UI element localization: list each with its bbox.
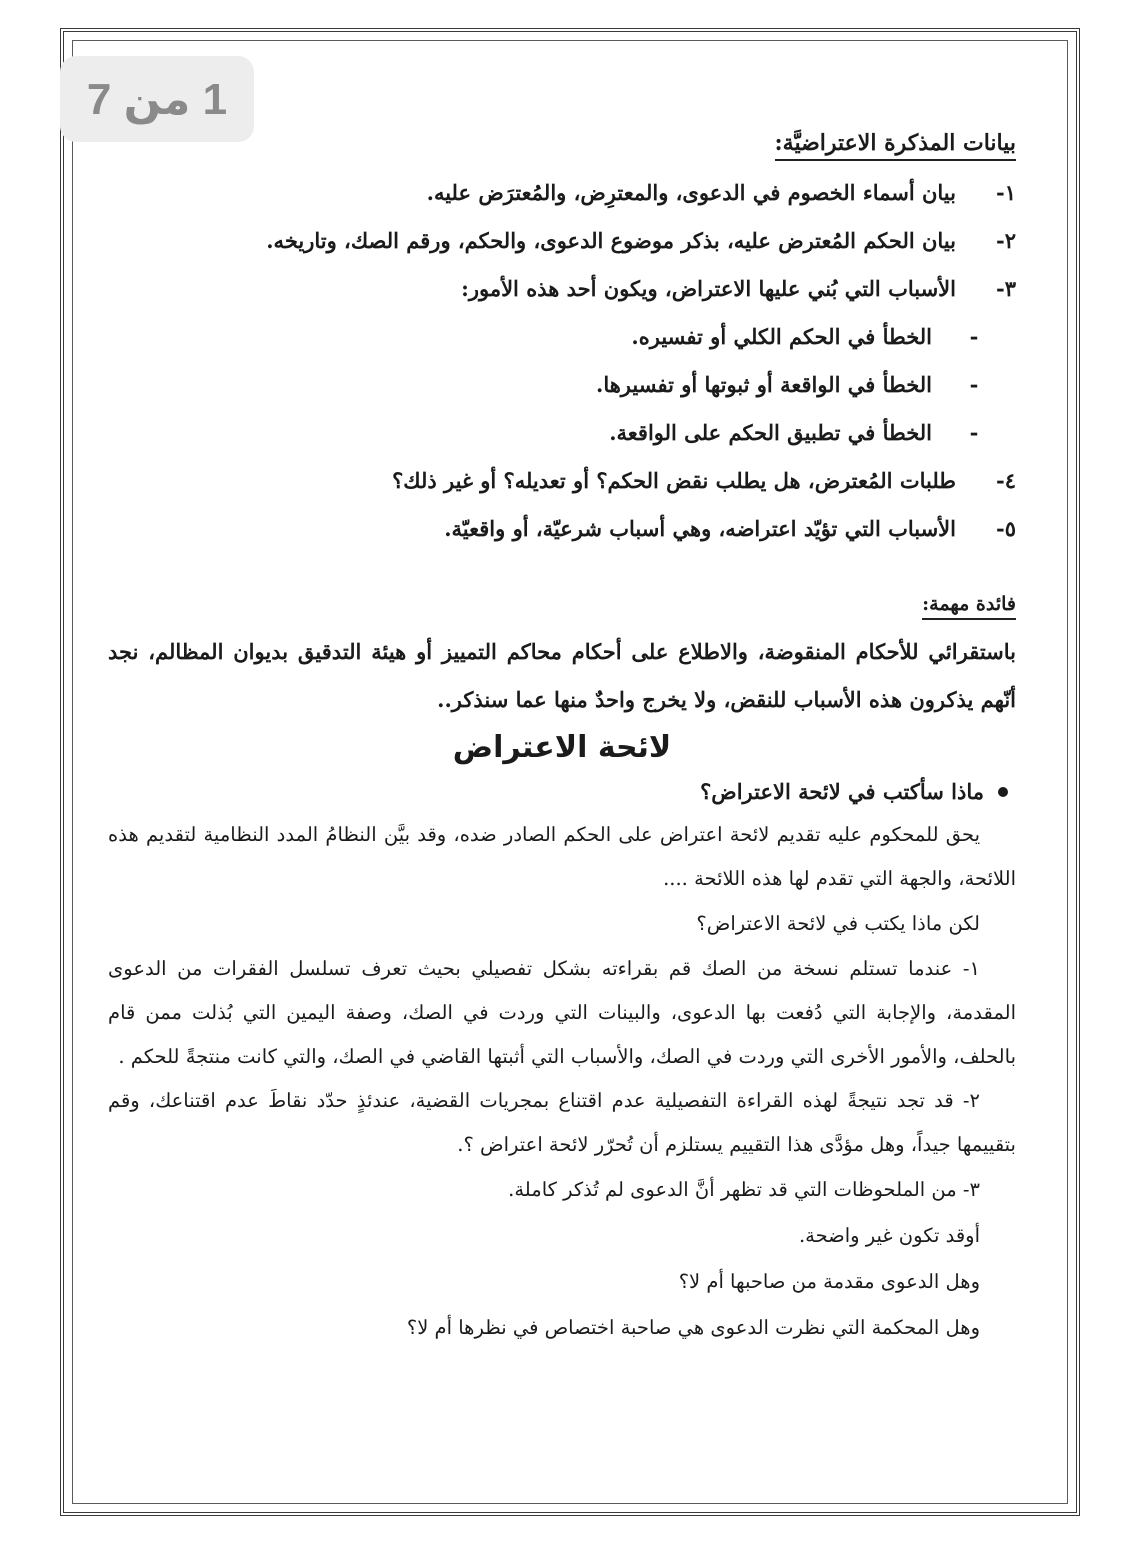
list-item xyxy=(108,265,1016,313)
list-text: بيان الحكم المُعترض عليه، بذكر موضوع الدعوى، والحكم، ورقم الصك، وتاريخه. xyxy=(266,228,956,253)
sub-bullet: - xyxy=(969,372,979,397)
sub-list-text: الخطأ في الحكم الكلي أو تفسيره. xyxy=(631,324,932,349)
list-text: بيان أسماء الخصوم في الدعوى، والمعترِض، والمُعترَض عليه. xyxy=(426,180,956,205)
paragraph-2: ٢- قد تجد نتيجةً لهذه القراءة التفصيلية عدم اقتناع بمجريات القضية، عندئذٍ حدّد نقاطَ عدم اقتناعك، وقم بتقييمها جيداً، وهل مؤدَّى هذا التقييم يستلزم أن تُحرّر لائحة اعتراض ؟. xyxy=(108,1089,1016,1156)
sub-list-item xyxy=(108,313,1016,361)
list-number: ٥- xyxy=(996,516,1016,541)
list-item xyxy=(108,505,1016,553)
fact-text: باستقرائي للأحكام المنقوضة، والاطلاع على أحكام محاكم التمييز أو هيئة التدقيق بديوان المظالم، نجد أنّهم يذكرون هذه الأسباب للنقض، ولا يخرج واحدٌ منها عما سنذكر.. xyxy=(108,639,1016,712)
memo-heading: بيانات المذكرة الاعتراضيَّة: xyxy=(775,130,1016,161)
sub-list-text: الخطأ في تطبيق الحكم على الواقعة. xyxy=(609,420,932,445)
paragraph-1: ١- عندما تستلم نسخة من الصك قم بقراءته بشكل تفصيلي بحيث تعرف تسلسل الفقرات من الدعوى المقدمة، والإجابة التي دُفعت بها الدعوى، والبينات التي وردت في الصك، وصفة اليمين التي بُذلت ممن قام بالحلف، والأمور الأخرى التي وردت في الصك، والأسباب التي أثبتها القاضي في الصك، والتي كانت منتجةً للحكم . xyxy=(108,957,1016,1068)
document-body xyxy=(108,130,1016,1351)
list-text: الأسباب التي تؤيّد اعتراضه، وهي أسباب شرعيّة، أو واقعيّة. xyxy=(444,516,956,541)
list-number: ٣- xyxy=(996,276,1016,301)
sub-list-item xyxy=(108,409,1016,457)
paragraph-3: ٣- من الملحوظات التي قد تظهر أنَّ الدعوى لم تُذكر كاملة. xyxy=(508,1178,980,1201)
page-counter-badge: 1 من 7 xyxy=(60,56,254,142)
list-item xyxy=(108,457,1016,505)
sub-list-text: الخطأ في الواقعة أو ثبوتها أو تفسيرها. xyxy=(596,372,932,397)
section-question xyxy=(108,771,1016,813)
fact-section xyxy=(108,593,1016,724)
bullet-icon xyxy=(998,787,1008,797)
paragraph-4: أوقد تكون غير واضحة. xyxy=(798,1224,980,1247)
sub-bullet: - xyxy=(969,420,979,445)
list-item xyxy=(108,217,1016,265)
paragraph-5: وهل الدعوى مقدمة من صاحبها أم لا؟ xyxy=(678,1270,980,1293)
list-text: الأسباب التي بُني عليها الاعتراض، ويكون أحد هذه الأمور: xyxy=(461,276,956,301)
objection-section xyxy=(108,730,1016,1351)
sub-question: لكن ماذا يكتب في لائحة الاعتراض؟ xyxy=(696,912,980,935)
paragraph-6: وهل المحكمة التي نظرت الدعوى هي صاحبة اختصاص في نظرها أم لا؟ xyxy=(406,1316,980,1339)
list-number: ١- xyxy=(996,180,1016,205)
section-title: لائحة الاعتراض xyxy=(452,730,672,765)
list-item xyxy=(108,169,1016,217)
list-text: طلبات المُعترض، هل يطلب نقض الحكم؟ أو تعديله؟ أو غير ذلك؟ xyxy=(392,468,956,493)
list-number: ٢- xyxy=(996,228,1016,253)
sub-bullet: - xyxy=(969,324,979,349)
sub-list-item xyxy=(108,361,1016,409)
fact-heading: فائدة مهمة: xyxy=(922,593,1016,620)
memo-section xyxy=(108,130,1016,553)
intro-paragraph: يحق للمحكوم عليه تقديم لائحة اعتراض على الحكم الصادر ضده، وقد بيَّن النظامُ المدد النظامية لتقديم هذه اللائحة، والجهة التي تقدم لها هذه اللائحة .... xyxy=(108,823,1016,890)
question-text: ماذا سأكتب في لائحة الاعتراض؟ xyxy=(700,779,984,804)
list-number: ٤- xyxy=(996,468,1016,493)
